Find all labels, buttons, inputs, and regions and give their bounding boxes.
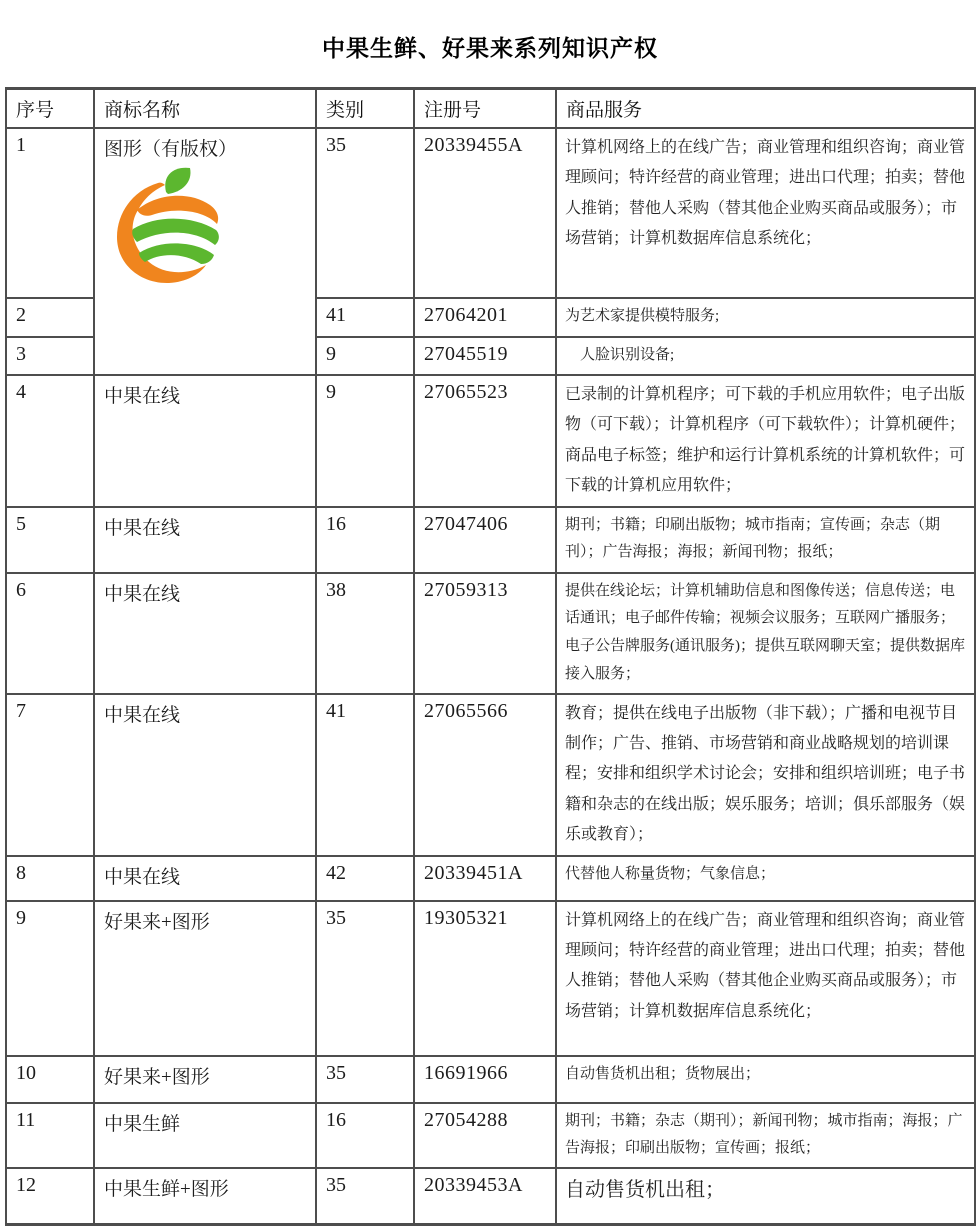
row-no: 9 [6,901,94,1056]
row-reg: 27059313 [414,573,556,694]
row-reg: 27045519 [414,337,556,375]
table-row [6,128,975,298]
row-services: 代替他人称量货物；气象信息； [556,856,975,901]
row-services: 期刊；书籍；印刷出版物；城市指南；宣传画；杂志（期刊）；广告海报；海报；新闻刊物；报纸； [556,507,975,573]
table-row [6,573,975,694]
row-no: 7 [6,694,94,856]
row-reg: 20339451A [414,856,556,901]
header-name: 商标名称 [94,89,316,129]
row-trademark-name [94,128,316,375]
header-class: 类别 [316,89,414,129]
row-services: 提供在线论坛；计算机辅助信息和图像传送；信息传送；电话通讯；电子邮件传输；视频会议服务；互联网广播服务；电子公告牌服务(通讯服务)；提供互联网聊天室；提供数据库接入服务； [556,573,975,694]
row-reg: 27047406 [414,507,556,573]
row-trademark-name: 中果生鲜+图形 [94,1168,316,1224]
row-trademark-name: 好果来+图形 [94,901,316,1056]
row-trademark-name: 中果在线 [94,856,316,901]
row-no: 8 [6,856,94,901]
row-reg: 27054288 [414,1103,556,1169]
row-no: 12 [6,1168,94,1224]
row-class: 9 [316,375,414,507]
row-no: 5 [6,507,94,573]
trademark-table [5,87,976,1226]
row-services: 为艺术家提供模特服务; [556,298,975,337]
row-reg: 27065566 [414,694,556,856]
row-class: 16 [316,507,414,573]
row-no: 2 [6,298,94,337]
header-no: 序号 [6,89,94,129]
row-trademark-name: 中果在线 [94,573,316,694]
row-class: 9 [316,337,414,375]
row-no: 4 [6,375,94,507]
row-class: 38 [316,573,414,694]
header-reg: 注册号 [414,89,556,129]
header-services: 商品服务 [556,89,975,129]
row-trademark-name: 中果在线 [94,375,316,507]
row-services: 自动售货机出租；货物展出； [556,1056,975,1103]
row-reg: 20339453A [414,1168,556,1224]
row-reg: 20339455A [414,128,556,298]
row-class: 41 [316,298,414,337]
table-row [6,901,975,1056]
table-row [6,1056,975,1103]
row-services: 期刊；书籍；杂志（期刊）；新闻刊物；城市指南；海报；广告海报；印刷出版物；宣传画；报纸； [556,1103,975,1169]
row-reg: 19305321 [414,901,556,1056]
table-header-row [6,89,975,129]
row-no: 3 [6,337,94,375]
row-no: 10 [6,1056,94,1103]
row-services: 人脸识别设备; [556,337,975,375]
row-services: 计算机网络上的在线广告；商业管理和组织咨询；商业管理顾问；特许经营的商业管理；进出口代理；拍卖；替他人推销；替他人采购（替其他企业购买商品或服务）；市场营销；计算机数据库信息系统化； [556,901,975,1056]
row-no: 6 [6,573,94,694]
row-reg: 16691966 [414,1056,556,1103]
row-services: 计算机网络上的在线广告；商业管理和组织咨询；商业管理顾问；特许经营的商业管理；进出口代理；拍卖；替他人推销；替他人采购（替其他企业购买商品或服务）；市场营销；计算机数据库信息系统化； [556,128,975,298]
row-class: 41 [316,694,414,856]
table-row [6,1103,975,1169]
row-class: 35 [316,1168,414,1224]
row-class: 35 [316,901,414,1056]
table-row [6,375,975,507]
page-title: 中果生鲜、好果来系列知识产权 [322,36,658,61]
row-services: 自动售货机出租； [556,1168,975,1224]
row-reg: 27064201 [414,298,556,337]
table-row [6,856,975,901]
row-class: 35 [316,128,414,298]
apple-wave-logo-icon [106,165,232,287]
row-trademark-name: 好果来+图形 [94,1056,316,1103]
row-reg: 27065523 [414,375,556,507]
row-class: 35 [316,1056,414,1103]
table-row [6,507,975,573]
row-services: 已录制的计算机程序；可下载的手机应用软件；电子出版物（可下载）；计算机程序（可下载软件）；计算机硬件；商品电子标签；维护和运行计算机系统的计算机软件；可下载的计算机应用软件； [556,375,975,507]
row-trademark-name: 中果生鲜 [94,1103,316,1169]
row-class: 42 [316,856,414,901]
row-no: 1 [6,128,94,298]
row-no: 11 [6,1103,94,1169]
table-row [6,694,975,856]
trademark-name-label: 图形（有版权） [104,139,238,160]
row-trademark-name: 中果在线 [94,507,316,573]
row-class: 16 [316,1103,414,1169]
row-trademark-name: 中果在线 [94,694,316,856]
row-services: 教育；提供在线电子出版物（非下载）；广播和电视节目制作；广告、推销、市场营销和商业战略规划的培训课程；安排和组织学术讨论会；安排和组织培训班；电子书籍和杂志的在线出版；娱乐服务；培训；俱乐部服务（娱乐或教育）； [556,694,975,856]
